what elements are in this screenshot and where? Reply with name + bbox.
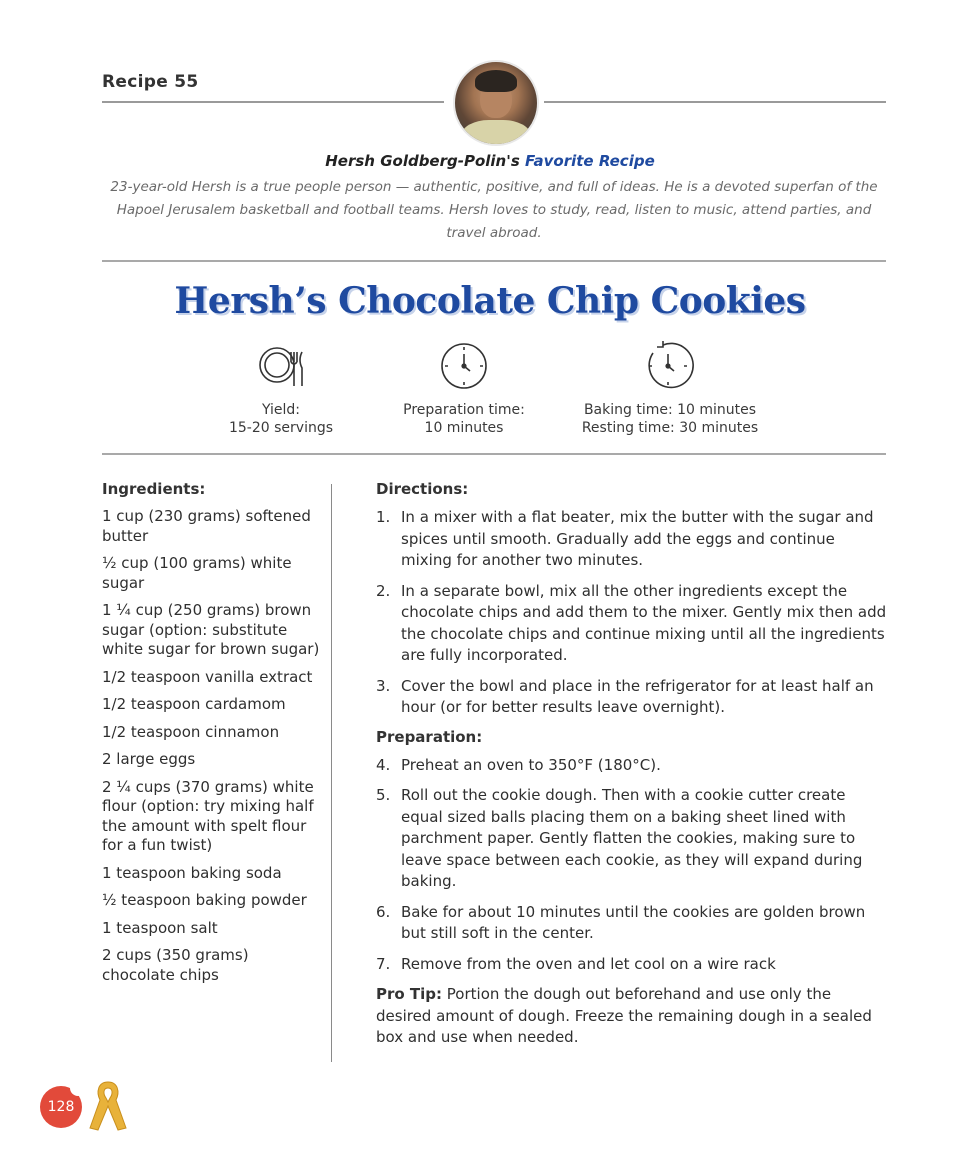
- step-text: Bake for about 10 minutes until the cookies are golden brown but still soft in the center.: [401, 902, 866, 942]
- ingredient-item: ½ cup (100 grams) white sugar: [102, 554, 292, 592]
- directions-heading: Directions:: [376, 480, 469, 498]
- bio-text: 23-year-old Hersh is a true people person — authentic, positive, and full of ideas. He is a devoted superfan of the Hapoel Jerusalem basketball and football teams. Hersh loves to study, read, listen to music, attend parties, and travel abroad.: [110, 179, 878, 241]
- direction-step: [376, 507, 888, 572]
- yellow-ribbon-icon: [88, 1078, 128, 1134]
- prep-time-label: Preparation time:: [403, 402, 525, 418]
- direction-step: [376, 581, 888, 667]
- header-rule-left: [102, 101, 444, 103]
- pro-tip-label: Pro Tip:: [376, 985, 443, 1003]
- badge-bite: [70, 1080, 86, 1096]
- step-text: Remove from the oven and let cool on a wire rack: [401, 954, 776, 973]
- pro-tip: [376, 984, 888, 1049]
- ingredient-item: 1/2 teaspoon cinnamon: [102, 722, 280, 741]
- direction-step: [376, 676, 888, 719]
- favorite-prefix: Hersh Goldberg-Polin's: [325, 152, 525, 170]
- step-number: 4.: [376, 755, 391, 774]
- pro-tip-text: Portion the dough out beforehand and use only the desired amount of dough. Freeze the remaining dough in a sealed box and use when needed.: [376, 985, 872, 1046]
- direction-step: [376, 755, 888, 777]
- ingredients-column: [102, 480, 322, 993]
- favorite-recipe-line: [0, 152, 980, 170]
- divider-middle: [102, 453, 886, 455]
- resting-time: Resting time: 30 minutes: [581, 420, 759, 436]
- prep-time-value: 10 minutes: [424, 420, 504, 436]
- ingredients-heading: Ingredients:: [102, 480, 206, 498]
- baking-time: Baking time: 10 minutes: [583, 402, 757, 418]
- yield-label: Yield:: [261, 402, 301, 418]
- step-text: In a mixer with a flat beater, mix the butter with the sugar and spices until smooth. Gradually add the eggs and continue mixing for another two minutes.: [401, 508, 874, 569]
- plate-fork-knife-icon: [255, 338, 309, 392]
- direction-step: [376, 954, 888, 976]
- favorite-accent: Favorite Recipe: [524, 152, 655, 170]
- divider-top: [102, 260, 886, 262]
- page-number-badge: 128: [40, 1086, 82, 1128]
- step-number: 3.: [376, 676, 391, 695]
- avatar-hair: [475, 70, 517, 92]
- recipe-title: Hersh’s Chocolate Chip Cookies: [174, 280, 806, 322]
- directions-column: [376, 480, 888, 1049]
- step-text: Roll out the cookie dough. Then with a cookie cutter create equal sized balls placing them on a baking sheet lined with parchment paper. Gently flatten the cookies, making sure to leave space between each cookie, as they will expand during baking.: [401, 786, 863, 890]
- ingredient-item: 1 teaspoon baking soda: [102, 863, 282, 882]
- recipe-number: Recipe 55: [102, 72, 199, 92]
- ingredient-item: 2 cups (350 grams) chocolate chips: [102, 946, 249, 984]
- header-rule-right: [544, 101, 886, 103]
- clock-refresh-icon: [641, 338, 695, 392]
- ingredient-item: 1 ¼ cup (250 grams) brown sugar (option: substitute white sugar for brown sugar): [102, 601, 320, 658]
- direction-step: [376, 902, 888, 945]
- preparation-heading: Preparation:: [376, 727, 483, 746]
- ingredient-item: 2 large eggs: [102, 750, 196, 768]
- step-number: 2.: [376, 581, 391, 600]
- ingredient-item: 1/2 teaspoon cardamom: [102, 695, 286, 713]
- column-divider: [331, 484, 332, 1062]
- step-number: 6.: [376, 902, 391, 921]
- prep-time-info: [380, 401, 548, 437]
- step-text: In a separate bowl, mix all the other ingredients except the chocolate chips and add them to the mixer. Gently mix then add the chocolate chips and continue mixing until all the ingredients are fully incorporated.: [401, 581, 887, 664]
- ingredient-item: 1 teaspoon salt: [102, 918, 218, 937]
- step-number: 7.: [376, 954, 391, 973]
- step-text: Preheat an oven to 350°F (180°C).: [401, 755, 661, 774]
- baking-time-info: [560, 401, 780, 437]
- avatar: [453, 60, 539, 146]
- avatar-shirt: [461, 120, 531, 146]
- step-number: 5.: [376, 786, 391, 804]
- yield-info: [200, 401, 362, 437]
- ingredient-item: ½ teaspoon baking powder: [102, 891, 307, 909]
- direction-step: [376, 785, 888, 893]
- step-text: Cover the bowl and place in the refrigerator for at least half an hour (or for better results leave overnight).: [401, 676, 874, 716]
- clock-icon: [437, 338, 491, 392]
- yield-value: 15-20 servings: [228, 420, 334, 436]
- ingredient-item: 1/2 teaspoon vanilla extract: [102, 667, 313, 686]
- ingredient-item: 1 cup (230 grams) softened butter: [102, 507, 311, 545]
- step-number: 1.: [376, 508, 391, 526]
- ingredient-item: 2 ¼ cups (370 grams) white flour (option: try mixing half the amount with spelt flour for a fun twist): [102, 777, 314, 854]
